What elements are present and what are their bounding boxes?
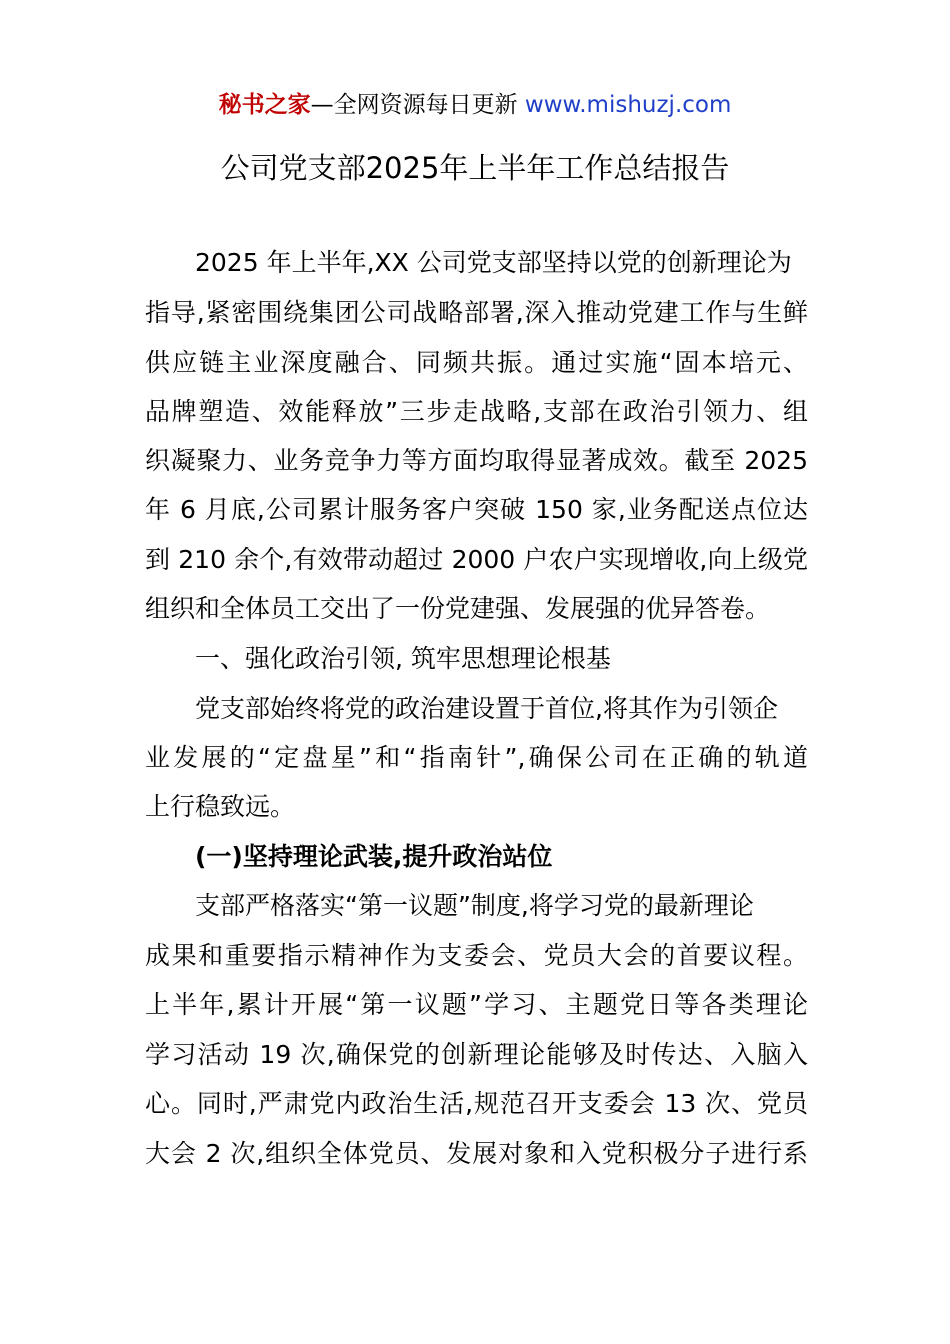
- paragraph-line: 大会 2 次,组织全体党员、发展对象和入党积极分子进行系: [145, 1139, 808, 1168]
- section-heading: 一、强化政治引领, 筑牢思想理论根基: [195, 644, 611, 673]
- paragraph-line: 2025 年上半年,XX 公司党支部坚持以党的创新理论为: [195, 248, 792, 277]
- paragraph-line: 到 210 余个,有效带动超过 2000 户农户实现增收,向上级党: [145, 545, 808, 574]
- paragraph-line: 成果和重要指示精神作为支委会、党员大会的首要议程。: [145, 941, 808, 970]
- paragraph-line: 品牌塑造、效能释放”三步走战略,支部在政治引领力、组: [145, 397, 808, 426]
- paragraph-line: 心。同时,严肃党内政治生活,规范召开支委会 13 次、党员: [145, 1089, 808, 1118]
- paragraph-line: 织凝聚力、业务竞争力等方面均取得显著成效。截至 2025: [145, 446, 808, 475]
- site-header: [0, 88, 950, 122]
- paragraph-line: 业发展的“定盘星”和“指南针”,确保公司在正确的轨道: [145, 743, 808, 772]
- paragraph-line: 上半年,累计开展“第一议题”学习、主题党日等各类理论: [145, 990, 808, 1019]
- paragraph-line: 组织和全体员工交出了一份党建强、发展强的优异答卷。: [145, 594, 771, 623]
- paragraph-line: 上行稳致远。: [145, 792, 296, 821]
- paragraph-line: 供应链主业深度融合、同频共振。通过实施“固本培元、: [145, 348, 808, 377]
- document-title: 公司党支部2025年上半年工作总结报告: [220, 151, 730, 185]
- paragraph-line: 年 6 月底,公司累计服务客户突破 150 家,业务配送点位达: [145, 495, 808, 524]
- site-brand: 秘书之家: [218, 92, 311, 118]
- paragraph-line: 党支部始终将党的政治建设置于首位,将其作为引领企: [195, 694, 778, 723]
- subsection-heading: (一)坚持理论武装,提升政治站位: [195, 842, 553, 871]
- paragraph-line: 学习活动 19 次,确保党的创新理论能够及时传达、入脑入: [145, 1040, 808, 1069]
- paragraph-line: 支部严格落实“第一议题”制度,将学习党的最新理论: [195, 891, 754, 920]
- paragraph-line: 指导,紧密围绕集团公司战略部署,深入推动党建工作与生鲜: [145, 298, 808, 327]
- site-url-link[interactable]: www.mishuzj.com: [524, 92, 732, 118]
- site-tagline: —全网资源每日更新: [310, 92, 525, 118]
